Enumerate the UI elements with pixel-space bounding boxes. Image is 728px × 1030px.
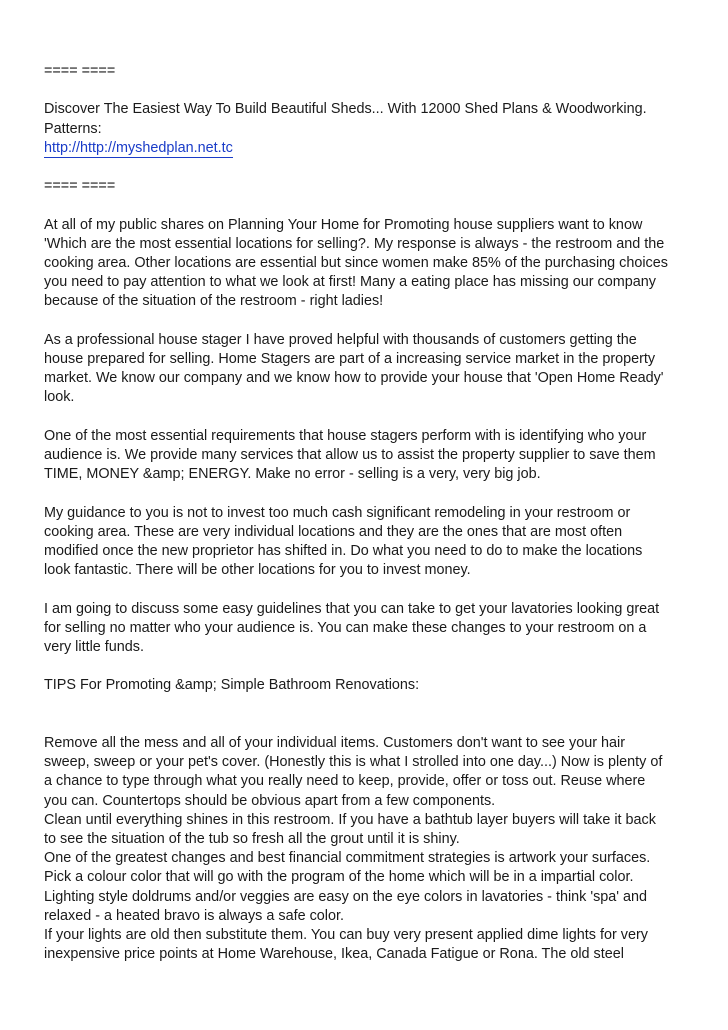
tips-line: One of the greatest changes and best financial commitment strategies is artwork your surfaces. [44, 850, 651, 867]
tips-list [44, 734, 694, 964]
text-line: market. We know our company and we know how to provide your house that 'Open Home Ready' [44, 370, 664, 387]
separator-top: ==== ==== [44, 63, 116, 79]
text-line: cooking area. These are very individual locations and they are the ones that are most often [44, 523, 623, 540]
text-line: because of the situation of the restroom - right ladies! [44, 293, 384, 310]
tips-line: you can. Countertops should be obvious apart from a few components. [44, 792, 496, 809]
tips-line: to see the situation of the tub so fresh all the grout until it is shiny. [44, 830, 460, 847]
text-line: you need to pay attention to what we look at first! Many a eating place has missing our company [44, 274, 656, 291]
paragraph-2 [44, 331, 694, 408]
tips-line: relaxed - a heated bravo is always a safe color. [44, 907, 344, 924]
text-line: As a professional house stager I have proved helpful with thousands of customers getting the [44, 331, 637, 348]
text-line: modified once the new proprietor has shifted in. Do what you need to do to make the locations [44, 542, 643, 559]
tips-line: If your lights are old then substitute them. You can buy very present applied dime lights for very [44, 927, 648, 943]
text-line: house prepared for selling. Home Stagers are part of a increasing service market in the property [44, 350, 656, 367]
text-line: cooking area. Other locations are essential but since women make 85% of the purchasing choices [44, 254, 668, 271]
text-line: look fantastic. There will be other locations for you to invest money. [44, 562, 471, 579]
paragraph-1 [44, 216, 694, 312]
tips-line: Lighting style doldrums and/or veggies are easy on the eye colors in lavatories - think 'spa' and [44, 888, 648, 905]
text-line: 'Which are the most essential locations for selling?. My response is always - the restroom and the [44, 235, 665, 252]
paragraph-4 [44, 504, 694, 581]
text-line: look. [44, 389, 75, 406]
shed-plan-link[interactable]: http://http://myshedplan.net.tc [44, 139, 233, 156]
tips-line: Remove all the mess and all of your individual items. Customers don't want to see your hair [44, 734, 626, 751]
separator-bottom: ==== ==== [44, 178, 116, 195]
paragraph-5 [44, 600, 694, 658]
text-line: very little funds. [44, 638, 144, 655]
text-line: One of the most essential requirements that house stagers perform with is identifying who your [44, 427, 647, 444]
text-line: I am going to discuss some easy guidelines that you can take to get your lavatories looking great [44, 600, 660, 617]
promo-line-1: Discover The Easiest Way To Build Beautiful Sheds... With 12000 Shed Plans & Woodworking. [44, 101, 647, 118]
tips-line: inexpensive price points at Home Warehouse, Ikea, Canada Fatigue or Rona. The old steel [44, 946, 624, 963]
text-line: At all of my public shares on Planning Your Home for Promoting house suppliers want to know [44, 216, 643, 233]
text-line: TIME, MONEY &amp; ENERGY. Make no error - selling is a very, very big job. [44, 466, 541, 483]
tips-line: sweep, sweep or your pet's cover. (Honestly this is what I strolled into one day...) Now is plenty of [44, 754, 663, 771]
tips-line: Pick a colour color that will go with the program of the home which will be in a impartial color. [44, 869, 634, 886]
document-page [44, 62, 694, 964]
text-line: My guidance to you is not to invest too much cash significant remodeling in your restroom or [44, 504, 631, 521]
tips-line: Clean until everything shines in this restroom. If you have a bathtub layer buyers will take it back [44, 811, 656, 828]
promo-line-2: Patterns: [44, 120, 102, 137]
tips-line: a chance to type through what you really need to keep, provide, offer or toss out. Reuse where [44, 773, 646, 790]
text-line: audience is. We provide many services that allow us to assist the property supplier to save them [44, 446, 656, 463]
tips-heading: TIPS For Promoting &amp; Simple Bathroom Renovations: [44, 677, 420, 694]
paragraph-3 [44, 427, 694, 485]
text-line: for selling no matter who your audience is. You can make these changes to your restroom on a [44, 619, 647, 636]
